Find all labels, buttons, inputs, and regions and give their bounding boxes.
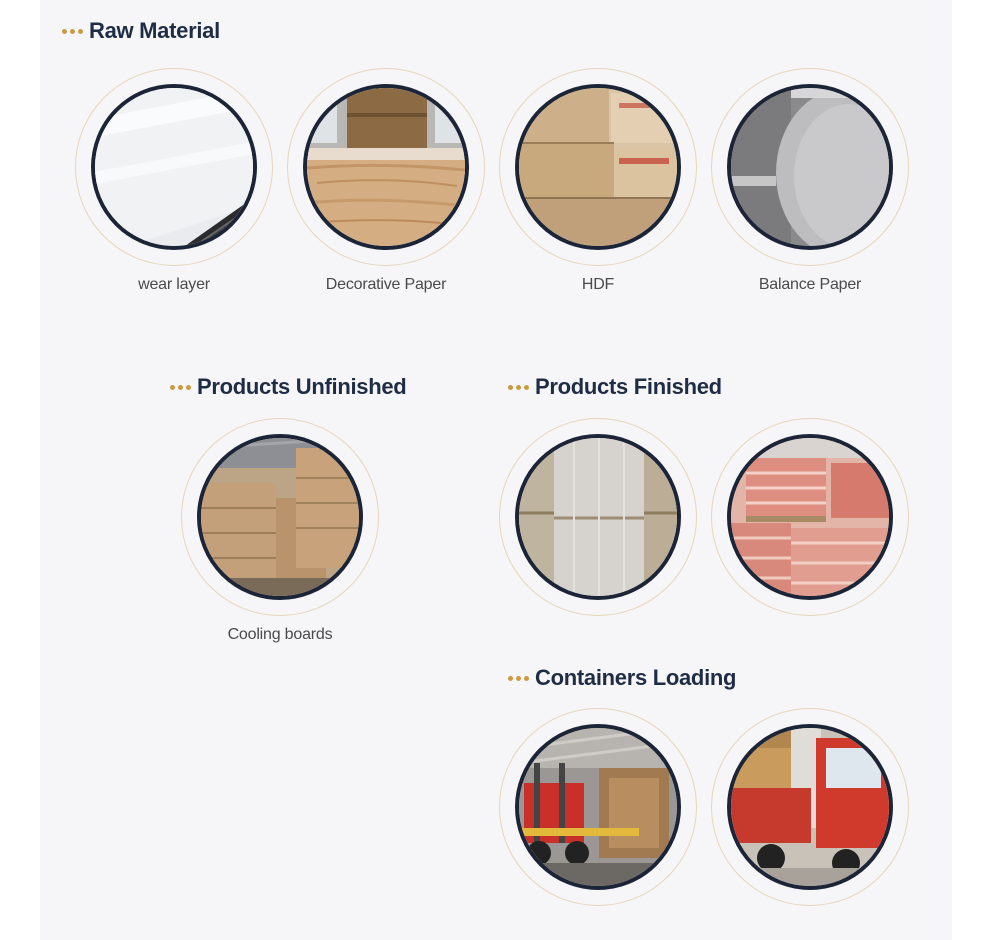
- item-decorative-paper: [286, 68, 486, 294]
- raw-material-title: Raw Material: [89, 18, 220, 43]
- item-cooling-boards: [180, 418, 380, 644]
- item-forklift-loading: [498, 708, 698, 916]
- hdf-photo: [515, 84, 681, 250]
- wear-layer-caption: wear layer: [138, 276, 210, 293]
- balance-paper-caption: Balance Paper: [758, 276, 862, 293]
- item-hdf: [498, 68, 698, 294]
- truck-container-photo: [727, 724, 893, 890]
- photo-ring: [499, 708, 697, 906]
- photo-ring: [499, 418, 697, 616]
- item-wrapped-pallets: [498, 418, 698, 626]
- forklift-loading-photo: [515, 724, 681, 890]
- item-wear-layer: [74, 68, 274, 294]
- hdf-caption: HDF: [581, 276, 615, 293]
- dots-icon: [508, 676, 529, 681]
- cooling-boards-photo: [197, 434, 363, 600]
- dots-icon: [508, 385, 529, 390]
- item-boxed-flooring: [710, 418, 910, 626]
- containers-loading-heading: [508, 665, 736, 691]
- boxed-flooring-photo: [727, 434, 893, 600]
- photo-ring: [287, 68, 485, 266]
- photo-ring: [711, 68, 909, 266]
- dots-icon: [170, 385, 191, 390]
- balance-paper-photo: [727, 84, 893, 250]
- photo-ring: [711, 708, 909, 906]
- products-finished-title: Products Finished: [535, 374, 722, 399]
- dots-icon: [62, 29, 83, 34]
- item-balance-paper: [710, 68, 910, 294]
- photo-ring: [499, 68, 697, 266]
- raw-material-heading: [62, 18, 220, 44]
- photo-ring: [711, 418, 909, 616]
- decorative-paper-photo: [303, 84, 469, 250]
- products-unfinished-title: Products Unfinished: [197, 374, 407, 399]
- wrapped-pallets-photo: [515, 434, 681, 600]
- products-finished-heading: [508, 374, 722, 400]
- photo-ring: [75, 68, 273, 266]
- photo-ring: [181, 418, 379, 616]
- containers-loading-title: Containers Loading: [535, 665, 737, 690]
- decorative-paper-caption: Decorative Paper: [325, 276, 447, 293]
- products-unfinished-heading: [170, 374, 406, 400]
- cooling-boards-caption: Cooling boards: [227, 626, 333, 643]
- wear-layer-photo: [91, 84, 257, 250]
- item-truck-container: [710, 708, 910, 916]
